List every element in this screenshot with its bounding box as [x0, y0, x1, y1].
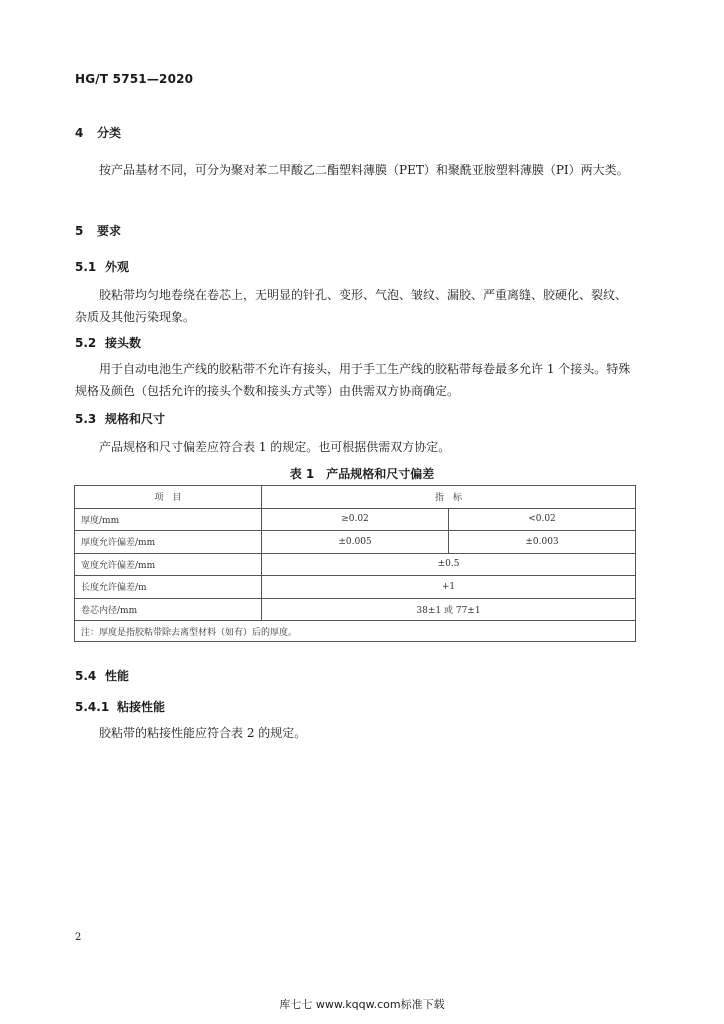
- footer-watermark: 库七七 www.kqqw.com标准下载: [279, 998, 445, 1011]
- row-label: 长度允许偏差/m: [75, 576, 262, 599]
- row-value: ±0.5: [262, 553, 636, 576]
- table-row: [75, 508, 636, 531]
- page-number: 2: [75, 932, 82, 943]
- row-label: 厚度/mm: [75, 508, 262, 531]
- table-1-caption: 表 1 产品规格和尺寸偏差: [289, 467, 435, 481]
- section-number: 5.2: [75, 336, 97, 350]
- row-label: 宽度允许偏差/mm: [75, 553, 262, 576]
- row-value: ≥0.02: [262, 508, 449, 531]
- section-title: 要求: [97, 224, 122, 238]
- section-title: 接头数: [105, 336, 142, 350]
- section-title: 外观: [105, 260, 130, 274]
- section-5-3-heading: [75, 410, 165, 427]
- row-value: ±0.005: [262, 531, 449, 554]
- table-note: 注：厚度是指胶粘带除去离型材料（如有）后的厚度。: [75, 621, 636, 642]
- section-4-paragraph: 按产品基材不同，可分为聚对苯二甲酸乙二酯塑料薄膜（PET）和聚酰亚胺塑料薄膜（PI）两大类。: [99, 163, 629, 177]
- table-note-row: [75, 621, 636, 642]
- table-header-row: [75, 486, 636, 509]
- row-value: 38±1 或 77±1: [262, 598, 636, 621]
- section-5-1-paragraph: 胶粘带均匀地卷绕在卷芯上，无明显的针孔、变形、气泡、皱纹、漏胶、严重离缝、胶硬化、裂纹、杂质及其他污染现象。: [75, 288, 628, 324]
- section-number: 5: [75, 224, 84, 238]
- section-number: 5.1: [75, 260, 97, 274]
- section-title: 性能: [105, 669, 130, 683]
- section-number: 5.3: [75, 412, 97, 426]
- table-row: [75, 598, 636, 621]
- section-5-4-1-heading: [75, 698, 165, 715]
- section-4-heading: [75, 124, 121, 141]
- section-5-4-1-paragraph: 胶粘带的粘接性能应符合表 2 的规定。: [99, 726, 307, 740]
- section-number: 5.4: [75, 669, 97, 683]
- section-title: 分类: [97, 126, 122, 140]
- table-row: [75, 553, 636, 576]
- table-1: [74, 485, 636, 642]
- section-5-3-paragraph: 产品规格和尺寸偏差应符合表 1 的规定。也可根据供需双方协定。: [99, 440, 451, 454]
- section-5-heading: [75, 222, 121, 239]
- section-5-1-heading: [75, 258, 129, 275]
- row-value: +1: [262, 576, 636, 599]
- section-5-2-paragraph: 用于自动电池生产线的胶粘带不允许有接头，用于手工生产线的胶粘带每卷最多允许 1 个接头。特殊规格及颜色（包括允许的接头个数和接头方式等）由供需双方协商确定。: [75, 362, 631, 398]
- section-number: 4: [75, 126, 84, 140]
- section-number: 5.4.1: [75, 700, 110, 714]
- table-row: [75, 576, 636, 599]
- section-title: 粘接性能: [117, 700, 166, 714]
- section-5-2-heading: [75, 334, 141, 351]
- row-value: ±0.003: [449, 531, 636, 554]
- standard-number: HG/T 5751—2020: [75, 72, 194, 86]
- section-5-4-heading: [75, 667, 129, 684]
- table-header-item: 项 目: [75, 486, 262, 509]
- table-row: [75, 531, 636, 554]
- row-value: <0.02: [449, 508, 636, 531]
- section-title: 规格和尺寸: [105, 412, 166, 426]
- row-label: 卷芯内径/mm: [75, 598, 262, 621]
- row-label: 厚度允许偏差/mm: [75, 531, 262, 554]
- table-header-index: 指 标: [262, 486, 636, 509]
